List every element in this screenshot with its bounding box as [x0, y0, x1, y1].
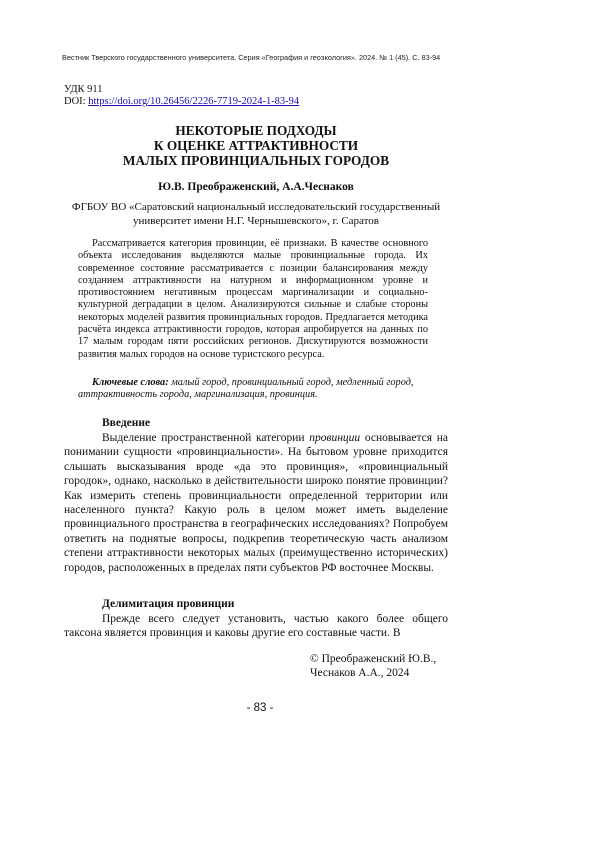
- affiliation-line-2: университет имени Н.Г. Чернышевского», г. Саратов: [132, 214, 379, 227]
- doi-line: [64, 95, 299, 108]
- intro-text-part2: основывается на понимании сущности «провинциальности». На бытовом уровне приходится слышать высказывания вроде «да это провинция», «провинциальный городок», однако, насколько в действительности широко понятие провинции? Как измерить степень провинциальности определенной территории или населенного пункта? Какую роль в целом может иметь выделение провинциального пространства в географических исследованиях? Попробуем ответить на поднятые вопросы, подкрепив теоретическую часть анализом степени аттрактивности некоторых малых (преимущественно исторических) городов, расположенных в пределах пяти субъектов РФ восточнее Москвы.: [64, 432, 448, 574]
- section-heading-delimitation: Делимитация провинции: [102, 598, 235, 610]
- doi-label: DOI:: [64, 96, 89, 107]
- title-line-3: МАЛЫХ ПРОВИНЦИАЛЬНЫХ ГОРОДОВ: [122, 152, 390, 168]
- keywords-label: Ключевые слова:: [92, 377, 169, 388]
- section-heading-intro: Введение: [102, 417, 151, 429]
- copyright-line-2: Чеснаков А.А., 2024: [310, 667, 410, 680]
- intro-paragraph: [64, 431, 448, 575]
- abstract: Рассматривается категория провинции, её признаки. В качестве основного объекта исследования выделяются малые провинциальные города. Их современное состояние рассматривается с позиции балансирования между созданием аттрактивности на натурном и информационном уровне и противостоянием негативным процессам маргинализации и социально-культурной деградации в целом. Анализируются сильные и слабые стороны некоторых моделей развития провинциальных городов. Предлагается методика расчёта индекса аттрактивности городов, которая апробируется на данных по 17 малым городам пяти российских регионов. Дискутируются возможности развития малых городов на основе туристского ресурса.: [78, 238, 428, 360]
- udk-code: УДК 911: [64, 84, 103, 95]
- intro-text-part1: Выделение пространственной категории: [102, 432, 310, 444]
- delimitation-paragraph: Прежде всего следует установить, частью какого более общего таксона является провинция и каковы другие его составные части. В: [64, 613, 448, 640]
- running-header: Вестник Тверского государственного университета. Серия «География и геоэкология». 2024. № 1 (45). С. 83-94: [62, 53, 441, 62]
- affiliation-line-1: ФГБОУ ВО «Саратовский национальный исследовательский государственный: [71, 201, 441, 213]
- article-title: [64, 124, 448, 168]
- intro-emphasis: провинции: [309, 432, 361, 444]
- page-number: - 83 -: [246, 702, 274, 714]
- affiliation: [64, 201, 448, 228]
- authors: Ю.В. Преображенский, А.А.Чеснаков: [158, 181, 354, 193]
- title-line-1: НЕКОТОРЫЕ ПОДХОДЫ: [175, 123, 337, 138]
- keywords-list: малый город, провинциальный город, медленный город, аттрактивность города, маргинализация, провинция.: [78, 377, 414, 401]
- doi-link[interactable]: https://doi.org/10.26456/2226-7719-2024-1-83-94: [88, 96, 300, 107]
- keywords: [78, 377, 428, 402]
- copyright: [310, 652, 436, 681]
- copyright-line-1: © Преображенский Ю.В.,: [310, 653, 437, 665]
- title-line-2: К ОЦЕНКЕ АТТРАКТИВНОСТИ: [153, 137, 359, 153]
